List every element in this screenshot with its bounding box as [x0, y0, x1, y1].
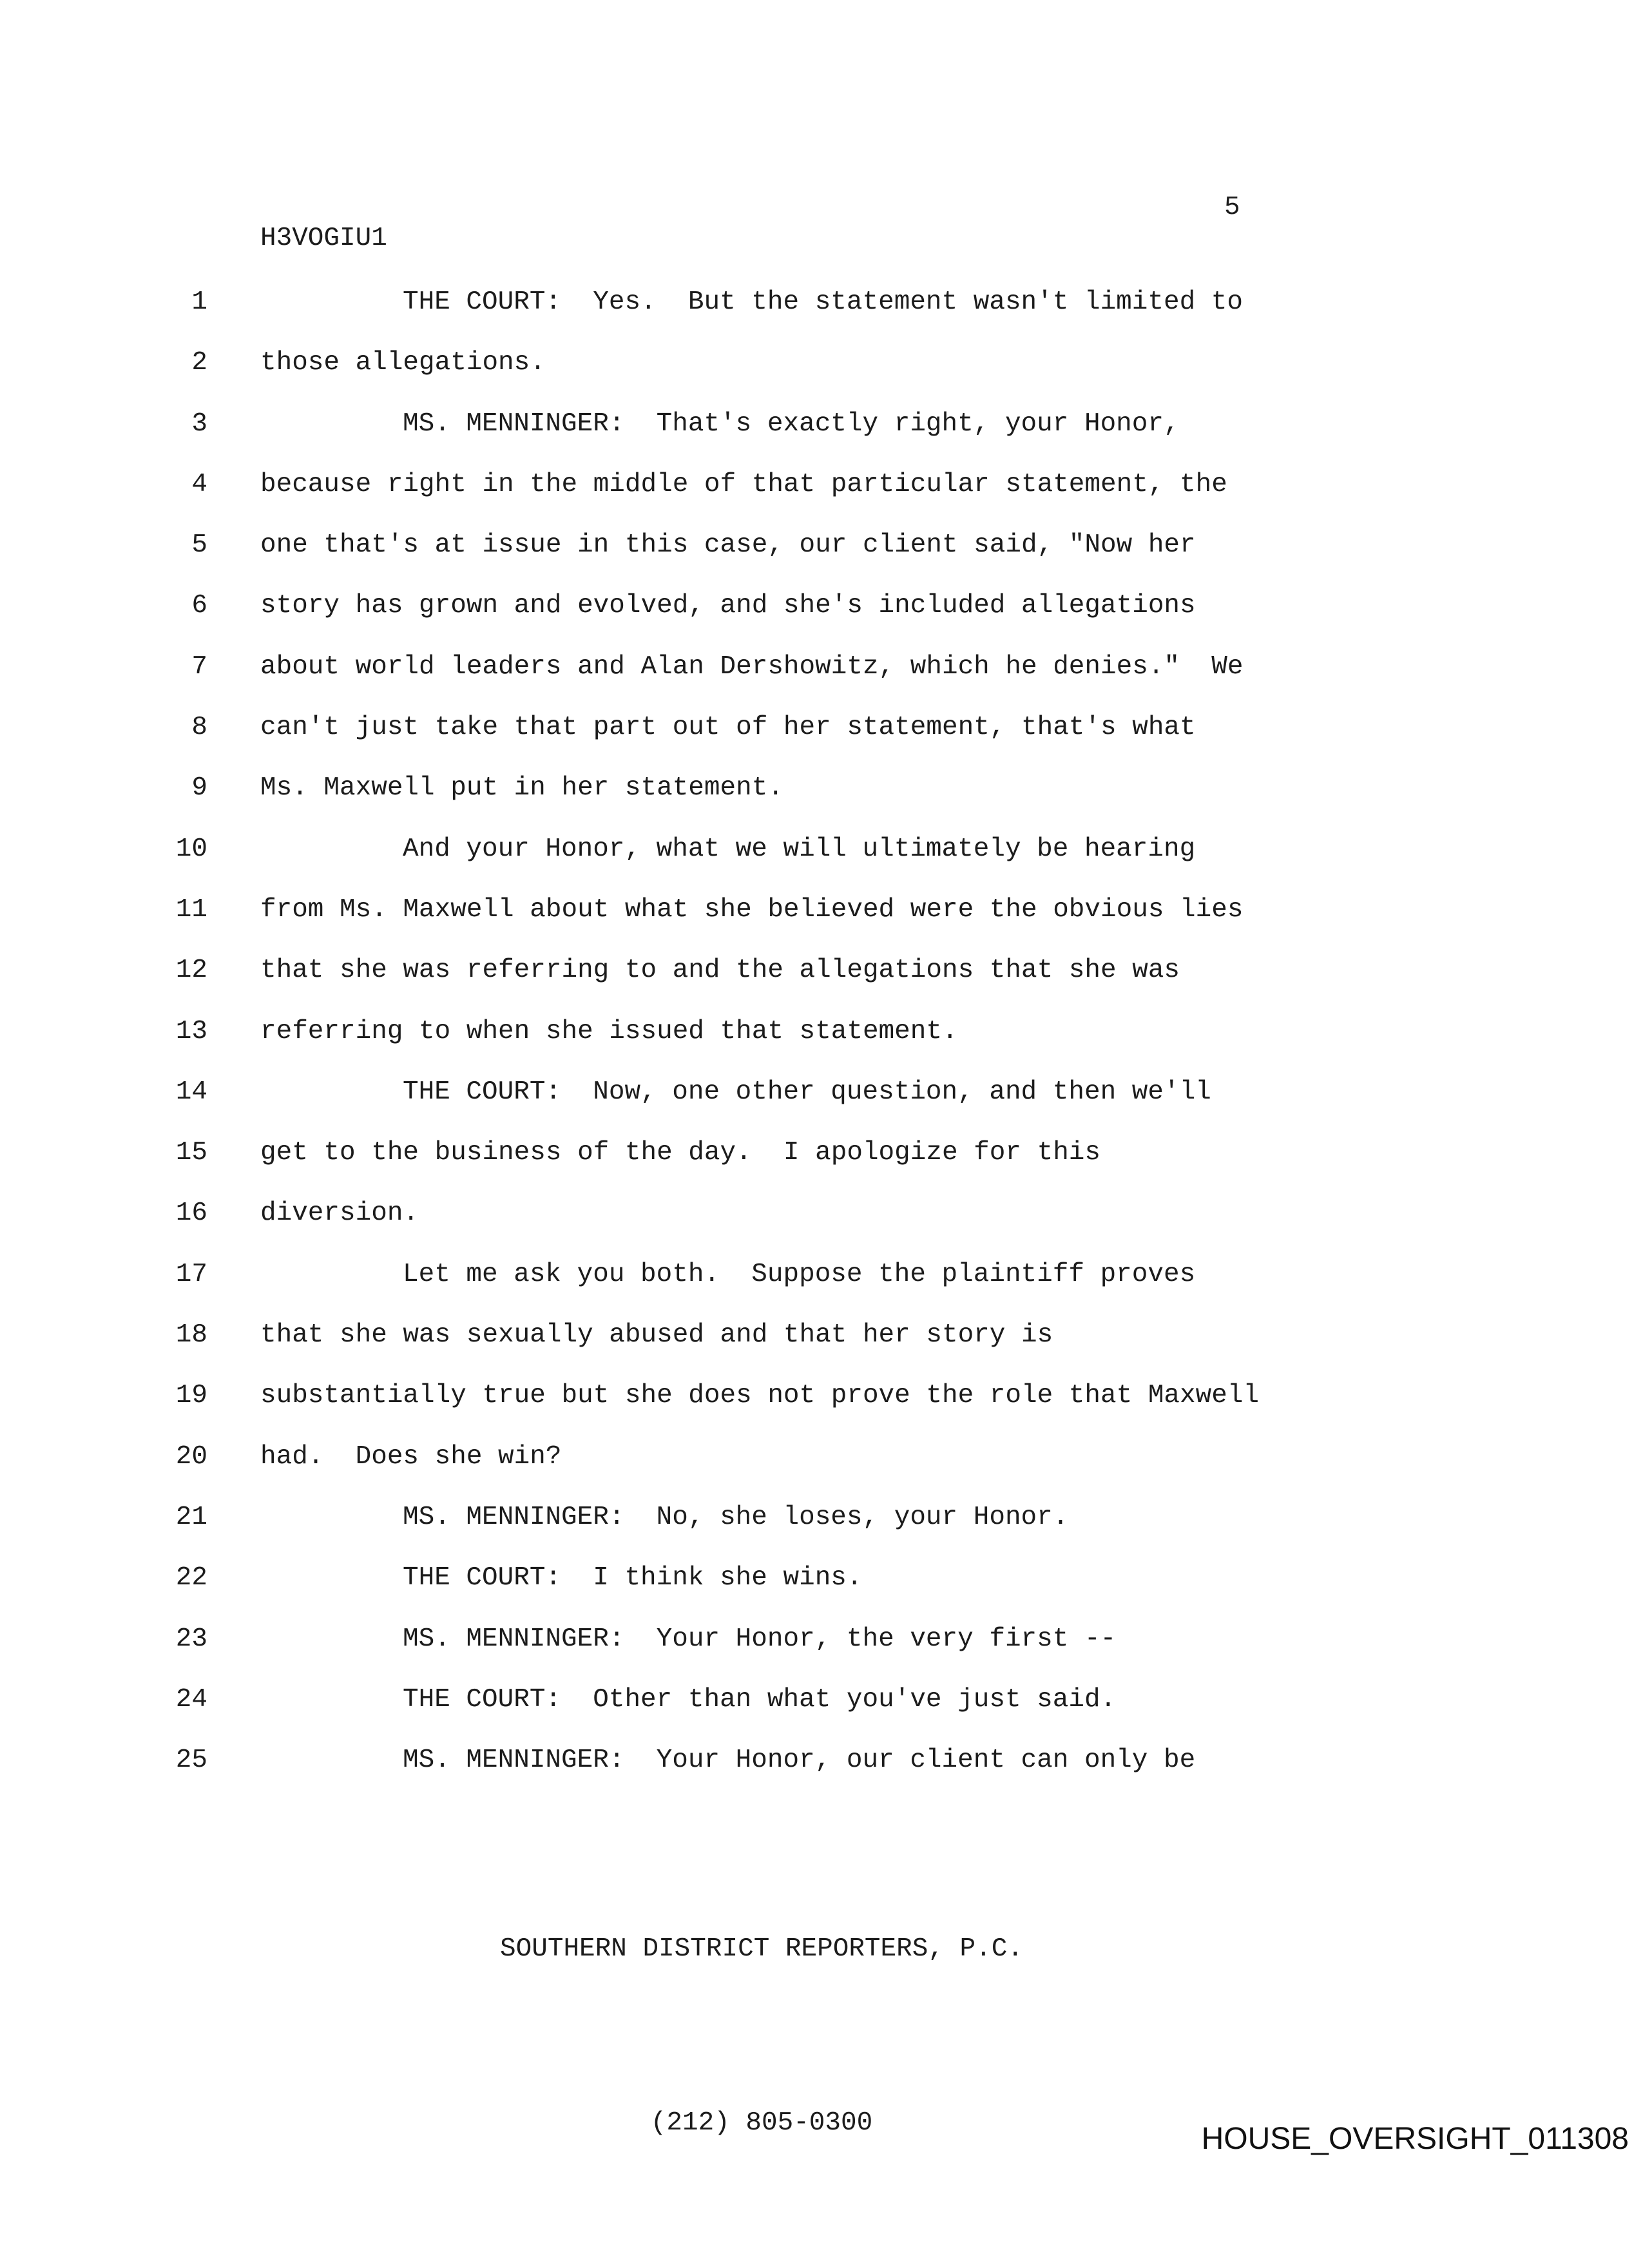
line-number: 3 [191, 408, 207, 439]
transcript-line [0, 879, 1643, 940]
line-number: 25 [175, 1745, 207, 1776]
transcript-line [0, 819, 1643, 879]
transcript-line [0, 1548, 1643, 1608]
line-text: THE COURT: Now, one other question, and then we'll [403, 1077, 1211, 1107]
line-text: those allegations. [260, 348, 546, 378]
line-text: about world leaders and Alan Dershowitz, which he denies." We [260, 651, 1244, 682]
line-number: 19 [175, 1381, 207, 1411]
line-number: 1 [191, 287, 207, 317]
transcript-header-id: H3VOGIU1 [260, 224, 387, 253]
line-text: THE COURT: Yes. But the statement wasn't limited to [403, 287, 1244, 317]
transcript-line [0, 1062, 1643, 1122]
transcript-line [0, 272, 1643, 332]
line-text: referring to when she issued that statement. [260, 1016, 958, 1046]
line-number: 23 [175, 1624, 207, 1654]
line-text: MS. MENNINGER: No, she loses, your Honor. [403, 1502, 1069, 1532]
line-number: 18 [175, 1320, 207, 1350]
transcript-line [0, 1365, 1643, 1426]
line-number: 9 [191, 773, 207, 803]
transcript-line [0, 454, 1643, 515]
line-number: 14 [175, 1077, 207, 1107]
line-number: 16 [175, 1198, 207, 1229]
page-number: 5 [1224, 193, 1240, 222]
line-number: 17 [175, 1259, 207, 1289]
transcript-line [0, 1244, 1643, 1305]
line-number: 2 [191, 348, 207, 378]
line-number: 15 [175, 1138, 207, 1168]
line-text: THE COURT: Other than what you've just said. [403, 1684, 1117, 1715]
line-number: 12 [175, 956, 207, 986]
transcript-line [0, 1669, 1643, 1730]
line-text: get to the business of the day. I apologize for this [260, 1138, 1101, 1168]
transcript-line [0, 637, 1643, 697]
transcript-line [0, 1305, 1643, 1365]
transcript-line [0, 394, 1643, 454]
transcript-line [0, 515, 1643, 575]
transcript-line [0, 697, 1643, 758]
line-number: 6 [191, 591, 207, 621]
line-number: 11 [175, 894, 207, 925]
line-text: MS. MENNINGER: That's exactly right, your Honor, [403, 408, 1180, 439]
line-text: Ms. Maxwell put in her statement. [260, 773, 783, 803]
line-number: 20 [175, 1441, 207, 1472]
transcript-lines [0, 272, 1643, 1791]
line-number: 4 [191, 469, 207, 499]
line-number: 5 [191, 530, 207, 561]
line-number: 21 [175, 1502, 207, 1532]
transcript-line [0, 758, 1643, 818]
line-number: 10 [175, 834, 207, 864]
transcript-line [0, 940, 1643, 1001]
line-text: Let me ask you both. Suppose the plaintiff proves [403, 1259, 1196, 1289]
line-text: story has grown and evolved, and she's included allegations [260, 591, 1196, 621]
line-text: that she was sexually abused and that her story is [260, 1320, 1053, 1350]
line-text: diversion. [260, 1198, 419, 1229]
transcript-line [0, 1122, 1643, 1183]
line-text: can't just take that part out of her statement, that's what [260, 713, 1196, 743]
line-text: substantially true but she does not prove the role that Maxwell [260, 1381, 1260, 1411]
line-number: 24 [175, 1684, 207, 1715]
line-text: had. Does she win? [260, 1441, 562, 1472]
line-text: one that's at issue in this case, our client said, "Now her [260, 530, 1196, 561]
line-number: 7 [191, 651, 207, 682]
transcript-line [0, 1609, 1643, 1669]
bates-number: HOUSE_OVERSIGHT_011308 [1201, 2122, 1629, 2156]
line-text: THE COURT: I think she wins. [403, 1563, 863, 1593]
reporter-name: SOUTHERN DISTRICT REPORTERS, P.C. [500, 1934, 1023, 1964]
transcript-line [0, 1001, 1643, 1062]
line-text: MS. MENNINGER: Your Honor, our client can only be [403, 1745, 1196, 1776]
transcript-line [0, 575, 1643, 636]
reporter-phone: (212) 805-0300 [650, 2108, 873, 2138]
transcript-line [0, 1487, 1643, 1548]
line-text: MS. MENNINGER: Your Honor, the very first -- [403, 1624, 1117, 1654]
transcript-line [0, 332, 1643, 393]
reporter-footer [0, 1804, 1523, 2268]
transcript-line [0, 1183, 1643, 1244]
line-text: that she was referring to and the allegations that she was [260, 956, 1180, 986]
line-number: 13 [175, 1016, 207, 1046]
transcript-line [0, 1730, 1643, 1791]
line-text: from Ms. Maxwell about what she believed were the obvious lies [260, 894, 1244, 925]
line-number: 22 [175, 1563, 207, 1593]
line-text: because right in the middle of that particular statement, the [260, 469, 1227, 499]
line-number: 8 [191, 713, 207, 743]
transcript-line [0, 1427, 1643, 1487]
line-text: And your Honor, what we will ultimately be hearing [403, 834, 1196, 864]
